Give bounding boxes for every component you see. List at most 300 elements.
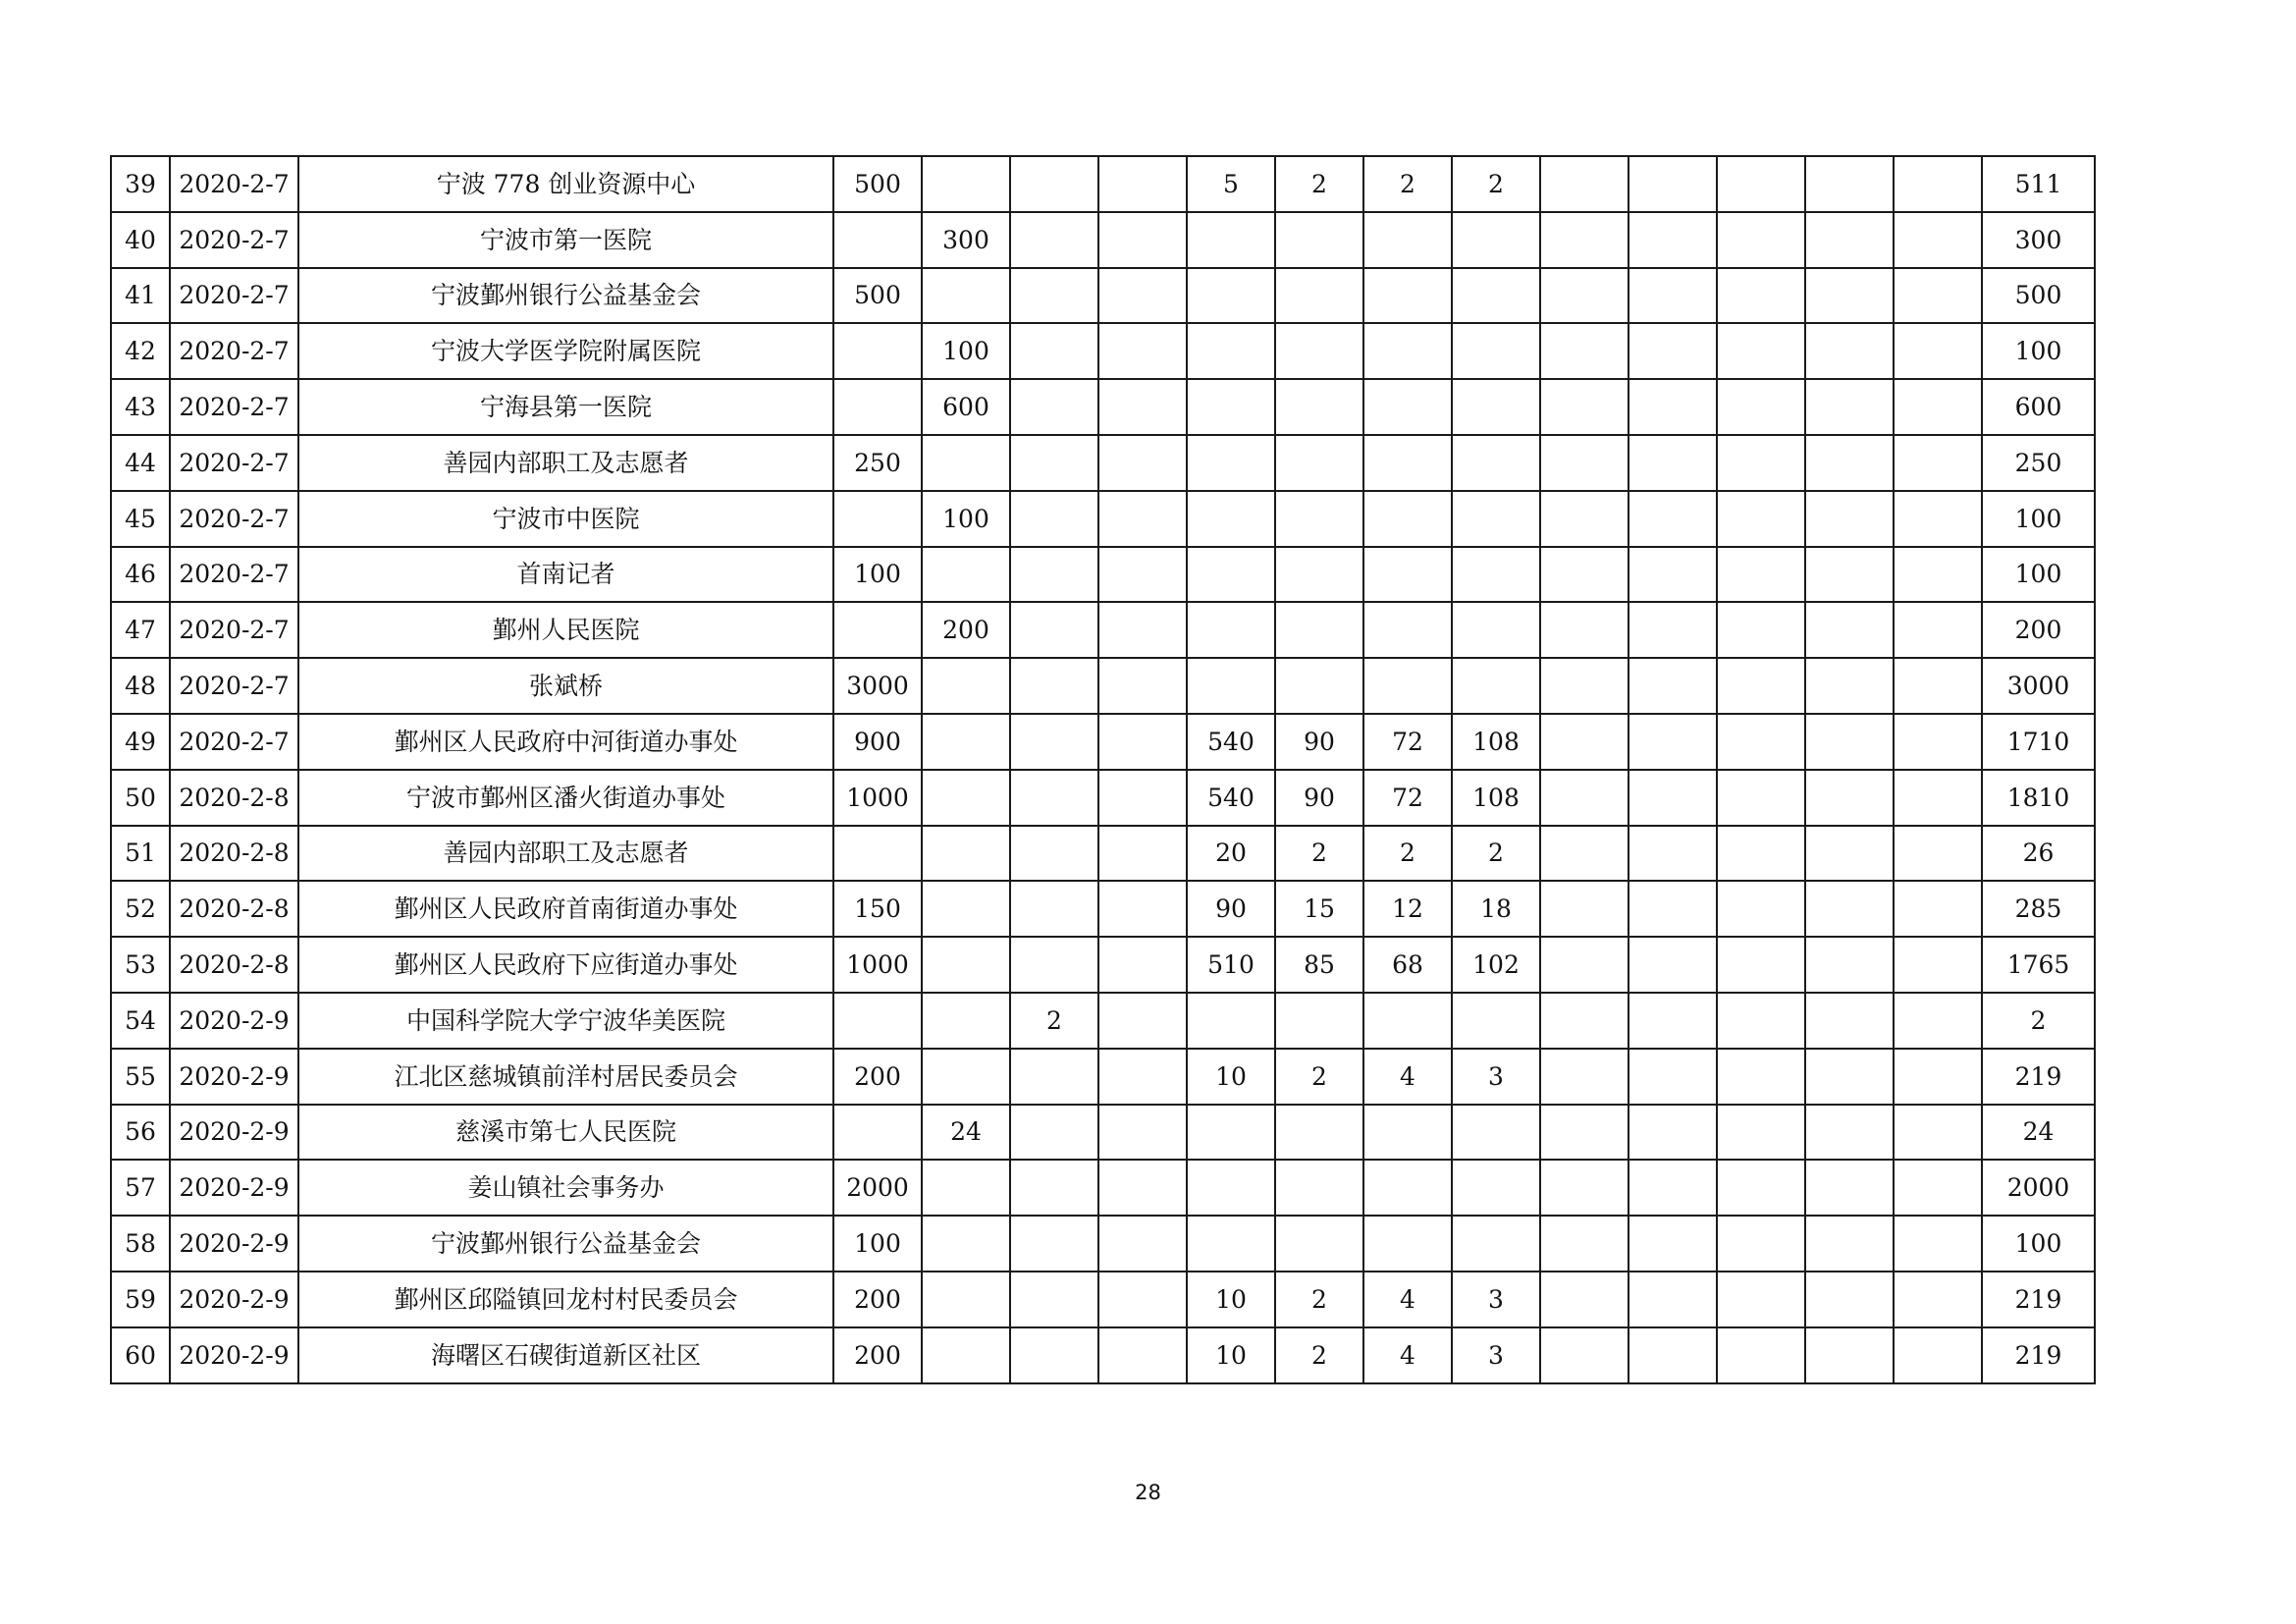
amount-col-7-cell: 12 (1363, 881, 1452, 937)
amount-col-11-cell (1717, 881, 1805, 937)
amount-col-7-cell: 4 (1363, 1049, 1452, 1105)
date-cell: 2020-2-9 (170, 1216, 298, 1272)
amount-col-2-cell: 24 (922, 1105, 1010, 1161)
amount-col-10-cell (1629, 379, 1717, 435)
amount-col-4-cell (1098, 937, 1187, 993)
serial-number-cell: 42 (111, 323, 170, 379)
table-row (111, 156, 2095, 212)
amount-col-6-cell: 2 (1275, 1272, 1363, 1327)
table-row (111, 212, 2095, 268)
amount-col-1-cell: 1000 (833, 770, 922, 826)
amount-col-11-cell (1717, 602, 1805, 658)
amount-col-10-cell (1629, 826, 1717, 882)
donor-name-cell: 中国科学院大学宁波华美医院 (298, 993, 833, 1049)
amount-col-3-cell (1010, 435, 1098, 491)
page-number: 28 (1135, 1481, 1161, 1504)
amount-col-4-cell (1098, 1105, 1187, 1161)
donor-name-cell: 鄞州区邱隘镇回龙村村民委员会 (298, 1272, 833, 1327)
amount-col-10-cell (1629, 268, 1717, 324)
amount-col-5-cell: 90 (1187, 881, 1275, 937)
amount-col-7-cell (1363, 1105, 1452, 1161)
amount-col-6-cell (1275, 491, 1363, 547)
amount-col-13-cell (1894, 993, 1982, 1049)
amount-col-1-cell (833, 602, 922, 658)
amount-col-12-cell (1805, 435, 1894, 491)
serial-number-cell: 51 (111, 826, 170, 882)
date-cell: 2020-2-8 (170, 770, 298, 826)
amount-col-2-cell (922, 1216, 1010, 1272)
amount-col-9-cell (1540, 323, 1629, 379)
amount-col-12-cell (1805, 268, 1894, 324)
amount-col-2-cell (922, 435, 1010, 491)
amount-col-9-cell (1540, 1049, 1629, 1105)
amount-col-7-cell (1363, 993, 1452, 1049)
amount-col-13-cell (1894, 714, 1982, 770)
amount-col-6-cell: 85 (1275, 937, 1363, 993)
amount-col-6-cell (1275, 435, 1363, 491)
amount-col-11-cell (1717, 379, 1805, 435)
amount-col-3-cell (1010, 379, 1098, 435)
amount-col-9-cell (1540, 491, 1629, 547)
amount-col-13-cell (1894, 658, 1982, 714)
total-cell: 300 (1982, 212, 2095, 268)
donor-name-cell: 鄞州区人民政府中河街道办事处 (298, 714, 833, 770)
amount-col-12-cell (1805, 1105, 1894, 1161)
amount-col-8-cell (1452, 379, 1540, 435)
amount-col-6-cell (1275, 379, 1363, 435)
date-cell: 2020-2-7 (170, 268, 298, 324)
amount-col-7-cell: 4 (1363, 1272, 1452, 1327)
amount-col-1-cell: 100 (833, 1216, 922, 1272)
amount-col-3-cell (1010, 156, 1098, 212)
amount-col-8-cell: 102 (1452, 937, 1540, 993)
donation-table-container (110, 155, 2096, 1384)
date-cell: 2020-2-8 (170, 937, 298, 993)
table-body (111, 156, 2095, 1383)
amount-col-8-cell (1452, 491, 1540, 547)
amount-col-1-cell (833, 993, 922, 1049)
table-row (111, 1105, 2095, 1161)
amount-col-9-cell (1540, 714, 1629, 770)
amount-col-2-cell (922, 1272, 1010, 1327)
amount-col-4-cell (1098, 1327, 1187, 1383)
amount-col-9-cell (1540, 435, 1629, 491)
amount-col-3-cell (1010, 1327, 1098, 1383)
amount-col-1-cell (833, 491, 922, 547)
serial-number-cell: 52 (111, 881, 170, 937)
amount-col-10-cell (1629, 602, 1717, 658)
amount-col-10-cell (1629, 212, 1717, 268)
amount-col-7-cell (1363, 602, 1452, 658)
total-cell: 100 (1982, 547, 2095, 603)
serial-number-cell: 56 (111, 1105, 170, 1161)
serial-number-cell: 44 (111, 435, 170, 491)
total-cell: 1810 (1982, 770, 2095, 826)
amount-col-9-cell (1540, 1327, 1629, 1383)
donor-name-cell: 首南记者 (298, 547, 833, 603)
amount-col-5-cell (1187, 491, 1275, 547)
amount-col-11-cell (1717, 770, 1805, 826)
amount-col-7-cell (1363, 379, 1452, 435)
amount-col-2-cell: 100 (922, 491, 1010, 547)
table-row (111, 993, 2095, 1049)
total-cell: 500 (1982, 268, 2095, 324)
amount-col-4-cell (1098, 1272, 1187, 1327)
amount-col-1-cell: 3000 (833, 658, 922, 714)
total-cell: 219 (1982, 1049, 2095, 1105)
amount-col-5-cell: 540 (1187, 714, 1275, 770)
amount-col-7-cell (1363, 547, 1452, 603)
amount-col-6-cell (1275, 658, 1363, 714)
amount-col-9-cell (1540, 547, 1629, 603)
amount-col-10-cell (1629, 547, 1717, 603)
amount-col-6-cell: 15 (1275, 881, 1363, 937)
amount-col-11-cell (1717, 937, 1805, 993)
total-cell: 285 (1982, 881, 2095, 937)
amount-col-5-cell: 540 (1187, 770, 1275, 826)
amount-col-11-cell (1717, 1216, 1805, 1272)
amount-col-1-cell (833, 826, 922, 882)
amount-col-9-cell (1540, 937, 1629, 993)
amount-col-5-cell (1187, 547, 1275, 603)
serial-number-cell: 53 (111, 937, 170, 993)
donor-name-cell: 宁波市中医院 (298, 491, 833, 547)
amount-col-13-cell (1894, 937, 1982, 993)
total-cell: 1765 (1982, 937, 2095, 993)
total-cell: 250 (1982, 435, 2095, 491)
total-cell: 100 (1982, 323, 2095, 379)
amount-col-13-cell (1894, 1216, 1982, 1272)
amount-col-11-cell (1717, 714, 1805, 770)
amount-col-6-cell (1275, 602, 1363, 658)
total-cell: 1710 (1982, 714, 2095, 770)
serial-number-cell: 47 (111, 602, 170, 658)
total-cell: 26 (1982, 826, 2095, 882)
amount-col-5-cell (1187, 993, 1275, 1049)
amount-col-12-cell (1805, 937, 1894, 993)
total-cell: 219 (1982, 1327, 2095, 1383)
amount-col-3-cell (1010, 212, 1098, 268)
amount-col-1-cell: 250 (833, 435, 922, 491)
amount-col-11-cell (1717, 993, 1805, 1049)
amount-col-13-cell (1894, 1160, 1982, 1216)
table-row (111, 547, 2095, 603)
amount-col-8-cell (1452, 212, 1540, 268)
amount-col-8-cell: 2 (1452, 156, 1540, 212)
amount-col-8-cell (1452, 1160, 1540, 1216)
amount-col-4-cell (1098, 770, 1187, 826)
amount-col-4-cell (1098, 1216, 1187, 1272)
amount-col-5-cell (1187, 658, 1275, 714)
donor-name-cell: 宁波 778 创业资源中心 (298, 156, 833, 212)
amount-col-4-cell (1098, 826, 1187, 882)
amount-col-1-cell: 200 (833, 1049, 922, 1105)
amount-col-7-cell: 2 (1363, 826, 1452, 882)
donor-name-cell: 鄞州区人民政府下应街道办事处 (298, 937, 833, 993)
amount-col-11-cell (1717, 1105, 1805, 1161)
donor-name-cell: 张斌桥 (298, 658, 833, 714)
amount-col-8-cell: 3 (1452, 1327, 1540, 1383)
amount-col-2-cell: 300 (922, 212, 1010, 268)
donor-name-cell: 宁波市第一医院 (298, 212, 833, 268)
table-row (111, 323, 2095, 379)
amount-col-11-cell (1717, 1272, 1805, 1327)
table-row (111, 379, 2095, 435)
amount-col-9-cell (1540, 602, 1629, 658)
amount-col-6-cell: 2 (1275, 1327, 1363, 1383)
table-row (111, 1160, 2095, 1216)
amount-col-10-cell (1629, 714, 1717, 770)
amount-col-5-cell (1187, 1105, 1275, 1161)
amount-col-13-cell (1894, 1327, 1982, 1383)
amount-col-9-cell (1540, 770, 1629, 826)
amount-col-12-cell (1805, 212, 1894, 268)
table-row (111, 491, 2095, 547)
serial-number-cell: 54 (111, 993, 170, 1049)
table-row (111, 435, 2095, 491)
amount-col-7-cell (1363, 658, 1452, 714)
donor-name-cell: 善园内部职工及志愿者 (298, 826, 833, 882)
amount-col-3-cell (1010, 1272, 1098, 1327)
amount-col-7-cell (1363, 323, 1452, 379)
amount-col-11-cell (1717, 323, 1805, 379)
amount-col-1-cell: 200 (833, 1272, 922, 1327)
amount-col-3-cell (1010, 937, 1098, 993)
amount-col-3-cell: 2 (1010, 993, 1098, 1049)
donor-name-cell: 鄞州区人民政府首南街道办事处 (298, 881, 833, 937)
amount-col-4-cell (1098, 379, 1187, 435)
amount-col-7-cell: 68 (1363, 937, 1452, 993)
date-cell: 2020-2-7 (170, 435, 298, 491)
amount-col-13-cell (1894, 1272, 1982, 1327)
amount-col-7-cell (1363, 268, 1452, 324)
date-cell: 2020-2-8 (170, 826, 298, 882)
amount-col-9-cell (1540, 212, 1629, 268)
amount-col-4-cell (1098, 156, 1187, 212)
amount-col-8-cell: 108 (1452, 714, 1540, 770)
amount-col-9-cell (1540, 826, 1629, 882)
amount-col-2-cell (922, 993, 1010, 1049)
amount-col-7-cell (1363, 1160, 1452, 1216)
date-cell: 2020-2-9 (170, 1105, 298, 1161)
serial-number-cell: 55 (111, 1049, 170, 1105)
amount-col-5-cell: 20 (1187, 826, 1275, 882)
amount-col-7-cell (1363, 1216, 1452, 1272)
amount-col-12-cell (1805, 1327, 1894, 1383)
table-row (111, 770, 2095, 826)
amount-col-12-cell (1805, 323, 1894, 379)
amount-col-10-cell (1629, 658, 1717, 714)
amount-col-4-cell (1098, 714, 1187, 770)
amount-col-12-cell (1805, 1272, 1894, 1327)
amount-col-10-cell (1629, 435, 1717, 491)
amount-col-12-cell (1805, 826, 1894, 882)
amount-col-11-cell (1717, 658, 1805, 714)
amount-col-3-cell (1010, 1105, 1098, 1161)
amount-col-4-cell (1098, 1049, 1187, 1105)
amount-col-4-cell (1098, 547, 1187, 603)
donor-name-cell: 江北区慈城镇前洋村居民委员会 (298, 1049, 833, 1105)
amount-col-5-cell (1187, 435, 1275, 491)
amount-col-2-cell: 600 (922, 379, 1010, 435)
total-cell: 100 (1982, 1216, 2095, 1272)
amount-col-2-cell (922, 770, 1010, 826)
amount-col-11-cell (1717, 1160, 1805, 1216)
amount-col-12-cell (1805, 1049, 1894, 1105)
amount-col-13-cell (1894, 1105, 1982, 1161)
amount-col-6-cell: 2 (1275, 1049, 1363, 1105)
amount-col-13-cell (1894, 602, 1982, 658)
amount-col-4-cell (1098, 268, 1187, 324)
amount-col-6-cell (1275, 1105, 1363, 1161)
date-cell: 2020-2-7 (170, 547, 298, 603)
amount-col-5-cell (1187, 379, 1275, 435)
amount-col-3-cell (1010, 658, 1098, 714)
date-cell: 2020-2-8 (170, 881, 298, 937)
table-row (111, 881, 2095, 937)
amount-col-13-cell (1894, 547, 1982, 603)
amount-col-3-cell (1010, 1216, 1098, 1272)
amount-col-3-cell (1010, 491, 1098, 547)
amount-col-4-cell (1098, 212, 1187, 268)
amount-col-13-cell (1894, 323, 1982, 379)
amount-col-10-cell (1629, 770, 1717, 826)
amount-col-7-cell: 72 (1363, 714, 1452, 770)
serial-number-cell: 50 (111, 770, 170, 826)
amount-col-13-cell (1894, 435, 1982, 491)
amount-col-11-cell (1717, 1327, 1805, 1383)
amount-col-2-cell: 100 (922, 323, 1010, 379)
amount-col-9-cell (1540, 1216, 1629, 1272)
amount-col-5-cell (1187, 212, 1275, 268)
amount-col-6-cell (1275, 268, 1363, 324)
amount-col-6-cell: 90 (1275, 714, 1363, 770)
amount-col-1-cell (833, 323, 922, 379)
total-cell: 200 (1982, 602, 2095, 658)
amount-col-12-cell (1805, 993, 1894, 1049)
total-cell: 24 (1982, 1105, 2095, 1161)
amount-col-5-cell: 510 (1187, 937, 1275, 993)
amount-col-12-cell (1805, 491, 1894, 547)
amount-col-12-cell (1805, 881, 1894, 937)
amount-col-1-cell: 100 (833, 547, 922, 603)
amount-col-9-cell (1540, 1160, 1629, 1216)
amount-col-7-cell: 2 (1363, 156, 1452, 212)
serial-number-cell: 40 (111, 212, 170, 268)
amount-col-5-cell (1187, 602, 1275, 658)
amount-col-4-cell (1098, 323, 1187, 379)
serial-number-cell: 49 (111, 714, 170, 770)
amount-col-9-cell (1540, 268, 1629, 324)
amount-col-8-cell (1452, 435, 1540, 491)
amount-col-10-cell (1629, 1105, 1717, 1161)
amount-col-9-cell (1540, 379, 1629, 435)
amount-col-6-cell: 2 (1275, 826, 1363, 882)
amount-col-3-cell (1010, 1160, 1098, 1216)
amount-col-8-cell: 3 (1452, 1049, 1540, 1105)
amount-col-10-cell (1629, 1216, 1717, 1272)
amount-col-11-cell (1717, 212, 1805, 268)
amount-col-3-cell (1010, 826, 1098, 882)
amount-col-6-cell (1275, 1216, 1363, 1272)
date-cell: 2020-2-7 (170, 212, 298, 268)
total-cell: 3000 (1982, 658, 2095, 714)
amount-col-2-cell (922, 937, 1010, 993)
amount-col-3-cell (1010, 881, 1098, 937)
amount-col-9-cell (1540, 881, 1629, 937)
date-cell: 2020-2-9 (170, 1272, 298, 1327)
amount-col-1-cell: 150 (833, 881, 922, 937)
date-cell: 2020-2-7 (170, 379, 298, 435)
table-row (111, 658, 2095, 714)
amount-col-13-cell (1894, 1049, 1982, 1105)
table-row (111, 602, 2095, 658)
amount-col-2-cell (922, 1327, 1010, 1383)
donor-name-cell: 宁海县第一医院 (298, 379, 833, 435)
amount-col-10-cell (1629, 937, 1717, 993)
amount-col-9-cell (1540, 658, 1629, 714)
amount-col-12-cell (1805, 658, 1894, 714)
amount-col-7-cell (1363, 491, 1452, 547)
amount-col-7-cell (1363, 435, 1452, 491)
amount-col-1-cell: 500 (833, 156, 922, 212)
amount-col-1-cell (833, 1105, 922, 1161)
amount-col-5-cell: 10 (1187, 1327, 1275, 1383)
amount-col-11-cell (1717, 435, 1805, 491)
table-row (111, 1327, 2095, 1383)
amount-col-2-cell (922, 1160, 1010, 1216)
amount-col-13-cell (1894, 268, 1982, 324)
table-row (111, 1049, 2095, 1105)
amount-col-8-cell (1452, 658, 1540, 714)
amount-col-6-cell (1275, 323, 1363, 379)
amount-col-5-cell: 5 (1187, 156, 1275, 212)
donor-name-cell: 慈溪市第七人民医院 (298, 1105, 833, 1161)
amount-col-13-cell (1894, 770, 1982, 826)
date-cell: 2020-2-9 (170, 1327, 298, 1383)
amount-col-8-cell (1452, 268, 1540, 324)
date-cell: 2020-2-7 (170, 491, 298, 547)
amount-col-12-cell (1805, 1160, 1894, 1216)
amount-col-2-cell (922, 658, 1010, 714)
amount-col-2-cell (922, 881, 1010, 937)
amount-col-8-cell (1452, 547, 1540, 603)
donor-name-cell: 宁波市鄞州区潘火街道办事处 (298, 770, 833, 826)
total-cell: 511 (1982, 156, 2095, 212)
date-cell: 2020-2-7 (170, 714, 298, 770)
amount-col-13-cell (1894, 156, 1982, 212)
total-cell: 600 (1982, 379, 2095, 435)
amount-col-9-cell (1540, 1272, 1629, 1327)
date-cell: 2020-2-7 (170, 602, 298, 658)
table-row (111, 1272, 2095, 1327)
amount-col-4-cell (1098, 993, 1187, 1049)
amount-col-7-cell: 4 (1363, 1327, 1452, 1383)
amount-col-3-cell (1010, 714, 1098, 770)
amount-col-11-cell (1717, 156, 1805, 212)
amount-col-2-cell (922, 714, 1010, 770)
amount-col-13-cell (1894, 212, 1982, 268)
serial-number-cell: 41 (111, 268, 170, 324)
donor-name-cell: 宁波大学医学院附属医院 (298, 323, 833, 379)
amount-col-4-cell (1098, 658, 1187, 714)
donor-name-cell: 善园内部职工及志愿者 (298, 435, 833, 491)
donation-table (110, 155, 2096, 1384)
amount-col-1-cell (833, 212, 922, 268)
date-cell: 2020-2-7 (170, 323, 298, 379)
donor-name-cell: 宁波鄞州银行公益基金会 (298, 268, 833, 324)
amount-col-8-cell: 108 (1452, 770, 1540, 826)
